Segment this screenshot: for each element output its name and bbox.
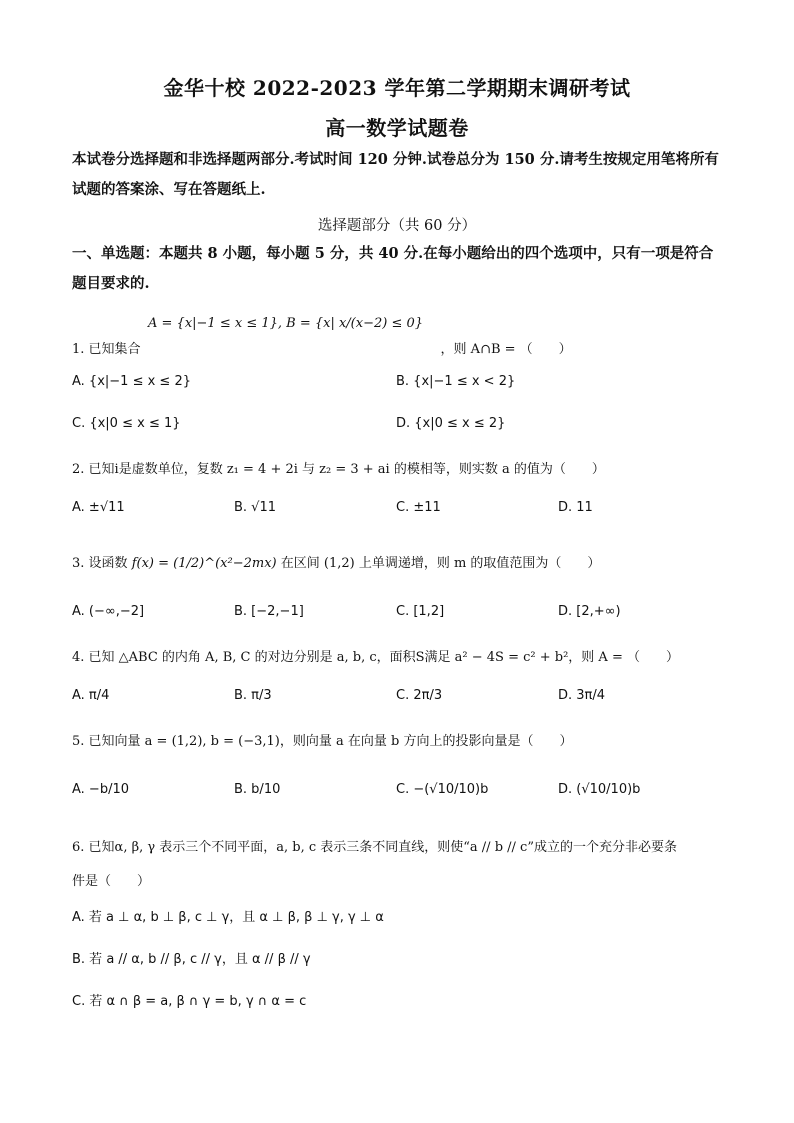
q3-math: f(x) = (1/2)^(x²−2mx) [131, 556, 277, 571]
q1-stem-math [148, 316, 423, 331]
q6-option-b[interactable]: B. 若 a // α, b // β, c // γ，且 α // β // γ [72, 952, 311, 967]
q3-option-b[interactable]: B. [−2,−1] [234, 604, 304, 619]
q4-option-b[interactable]: B. π/3 [234, 688, 272, 703]
q3-option-c[interactable]: C. [1,2] [396, 604, 445, 619]
q3-prefix: 3. 设函数 [72, 556, 128, 571]
q5-stem: 5. 已知向量 a = (1,2), b = (−3,1)，则向量 a 在向量 b 方向上的投影向量是（ ） [72, 734, 573, 749]
q1-option-d[interactable]: D. {x|0 ≤ x ≤ 2} [396, 416, 506, 431]
q6-option-c[interactable]: C. 若 α ∩ β = a, β ∩ γ = b, γ ∩ α = c [72, 994, 307, 1009]
q1-stem [72, 338, 572, 357]
q3-suffix: 在区间 (1,2) 上单调递增，则 m 的取值范围为（ ） [280, 556, 601, 571]
q5-option-d[interactable]: D. (√10/10)b [558, 782, 641, 797]
section-title: 选择题部分（共 60 分） [317, 218, 477, 234]
q3-option-a[interactable]: A. (−∞,−2] [72, 604, 145, 619]
q4-option-a[interactable]: A. π/4 [72, 688, 110, 703]
q6-option-a[interactable]: A. 若 a ⊥ α, b ⊥ β, c ⊥ γ，且 α ⊥ β, β ⊥ γ, γ ⊥ α [72, 910, 384, 925]
q5-option-c[interactable]: C. −(√10/10)b [396, 782, 489, 797]
q1-option-b[interactable]: B. {x|−1 ≤ x < 2} [396, 374, 516, 389]
q6-stem-line2: 件是（ ） [72, 874, 151, 889]
q3-option-d[interactable]: D. [2,+∞) [558, 604, 621, 619]
q1-math: A = {x|−1 ≤ x ≤ 1}, B = {x| x/(x−2) ≤ 0} [148, 316, 424, 331]
q6-stem-line1: 6. 已知α, β, γ 表示三个不同平面，a, b, c 表示三条不同直线，则使“a // b // c”成立的一个充分非必要条 [72, 840, 677, 855]
q1-suffix: ，则 A∩B = （ ） [440, 342, 572, 357]
exam-instructions: 本试卷分选择题和非选择题两部分.考试时间 120 分钟.试卷总分为 150 分.请考生按规定用笔将所有试题的答案涂、写在答题纸上. [72, 151, 719, 198]
q5-option-a[interactable]: A. −b/10 [72, 782, 129, 797]
q1-prefix: 1. 已知集合 [72, 342, 141, 357]
exam-title: 金华十校 2022-2023 学年第二学期期末调研考试 [163, 76, 631, 100]
q4-option-c[interactable]: C. 2π/3 [396, 688, 443, 703]
q5-option-b[interactable]: B. b/10 [234, 782, 281, 797]
q4-stem: 4. 已知 △ABC 的内角 A, B, C 的对边分别是 a, b, c，面积S满足 a² − 4S = c² + b²，则 A = （ ） [72, 650, 679, 665]
q3-stem [72, 552, 600, 571]
q2-option-a[interactable]: A. ±√11 [72, 500, 125, 515]
q2-option-b[interactable]: B. √11 [234, 500, 277, 515]
q1-option-a[interactable]: A. {x|−1 ≤ x ≤ 2} [72, 374, 191, 389]
q4-option-d[interactable]: D. 3π/4 [558, 688, 606, 703]
q2-option-c[interactable]: C. ±11 [396, 500, 441, 515]
exam-subtitle: 高一数学试题卷 [325, 116, 469, 140]
q2-stem: 2. 已知i是虚数单位，复数 z₁ = 4 + 2i 与 z₂ = 3 + ai 的模相等，则实数 a 的值为（ ） [72, 462, 605, 477]
q2-option-d[interactable]: D. 11 [558, 500, 593, 515]
q1-option-c[interactable]: C. {x|0 ≤ x ≤ 1} [72, 416, 181, 431]
section-instruction: 一、单选题：本题共 8 小题，每小题 5 分，共 40 分.在每小题给出的四个选项中，只有一项是符合题目要求的. [72, 245, 714, 292]
